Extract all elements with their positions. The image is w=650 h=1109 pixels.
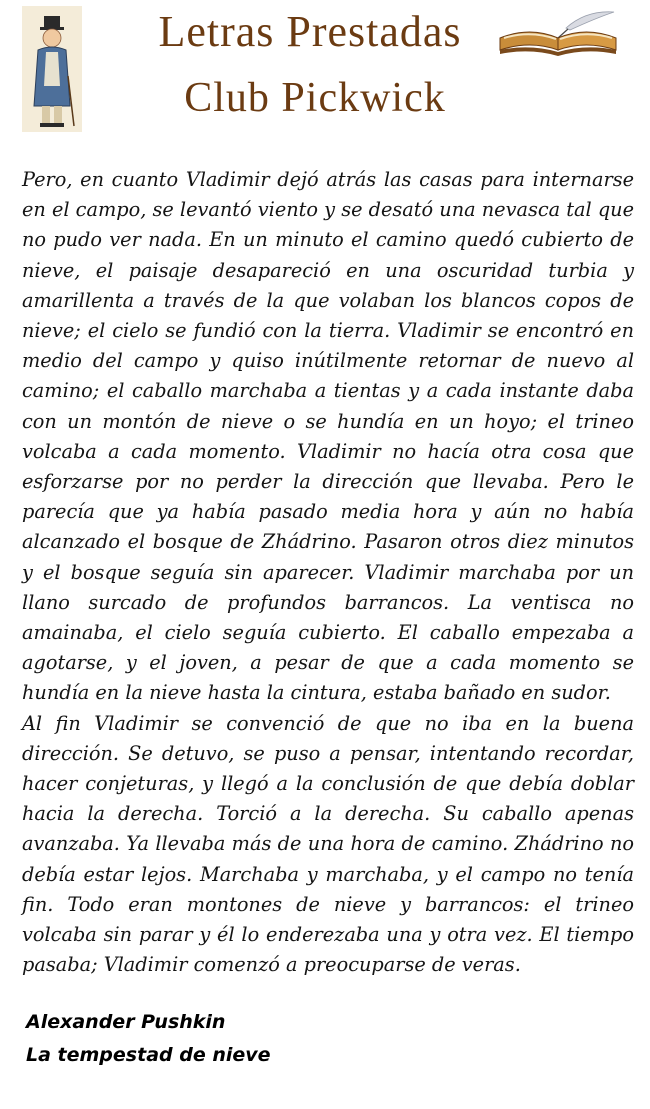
pickwick-figure-illustration — [22, 6, 82, 132]
author-name: Alexander Pushkin — [26, 1011, 226, 1033]
paragraph-2: Al fin Vladimir se convenció de que no iba en la buena dirección. Se detuvo, se puso a pensar, intentando recordar, hacer conjeturas, y llegó a la conclusión de que debía doblar hacia la derecha. Torció a la derecha. Su caballo apenas avanzaba. Ya llevaba más de una hora de camino. Zhádrino no debía estar lejos. Marchaba y marchaba, y el campo no tenía fin. Todo eran montones de nieve y barrancos: el trineo volcaba sin parar y él lo enderezaba una y otra vez. El tiempo pasaba; Vladimir comenzó a preocuparse de veras. — [22, 711, 634, 977]
work-title: La tempestad de nieve — [26, 1044, 271, 1066]
open-book-with-quill-icon — [496, 8, 620, 58]
header — [0, 0, 650, 140]
site-title-line2: Club Pickwick — [184, 75, 446, 121]
attribution — [26, 1006, 426, 1072]
site-title-line1: Letras Prestadas — [158, 7, 462, 56]
story-text — [22, 165, 634, 980]
paragraph-1: Pero, en cuanto Vladimir dejó atrás las casas para internarse en el campo, se levantó viento y se desató una nevasca tal que no pudo ver nada. En un minuto el camino quedó cubierto de nieve, el paisaje desapareció en una oscuridad turbia y amarillenta a través de la que volaban los blancos copos de nieve; el cielo se fundió con la tierra. Vladimir se encontró en medio del campo y quiso inútilmente retornar de nuevo al camino; el caballo marchaba a tientas y a cada instante daba con un montón de nieve o se hundía en un hoyo; el trineo volcaba a cada momento. Vladimir no hacía otra cosa que esforzarse por no perder la dirección que llevaba. Pero le parecía que ya había pasado media hora y aún no había alcanzado el bosque de Zhádrino. Pasaron otros diez minutos y el bosque seguía sin aparecer. Vladimir marchaba por un llano surcado de profundos barrancos. La ventisca no amainaba, el cielo seguía cubierto. El caballo empezaba a agotarse, y el joven, a pesar de que a cada momento se hundía en la nieve hasta la cintura, estaba bañado en sudor. — [22, 168, 634, 705]
